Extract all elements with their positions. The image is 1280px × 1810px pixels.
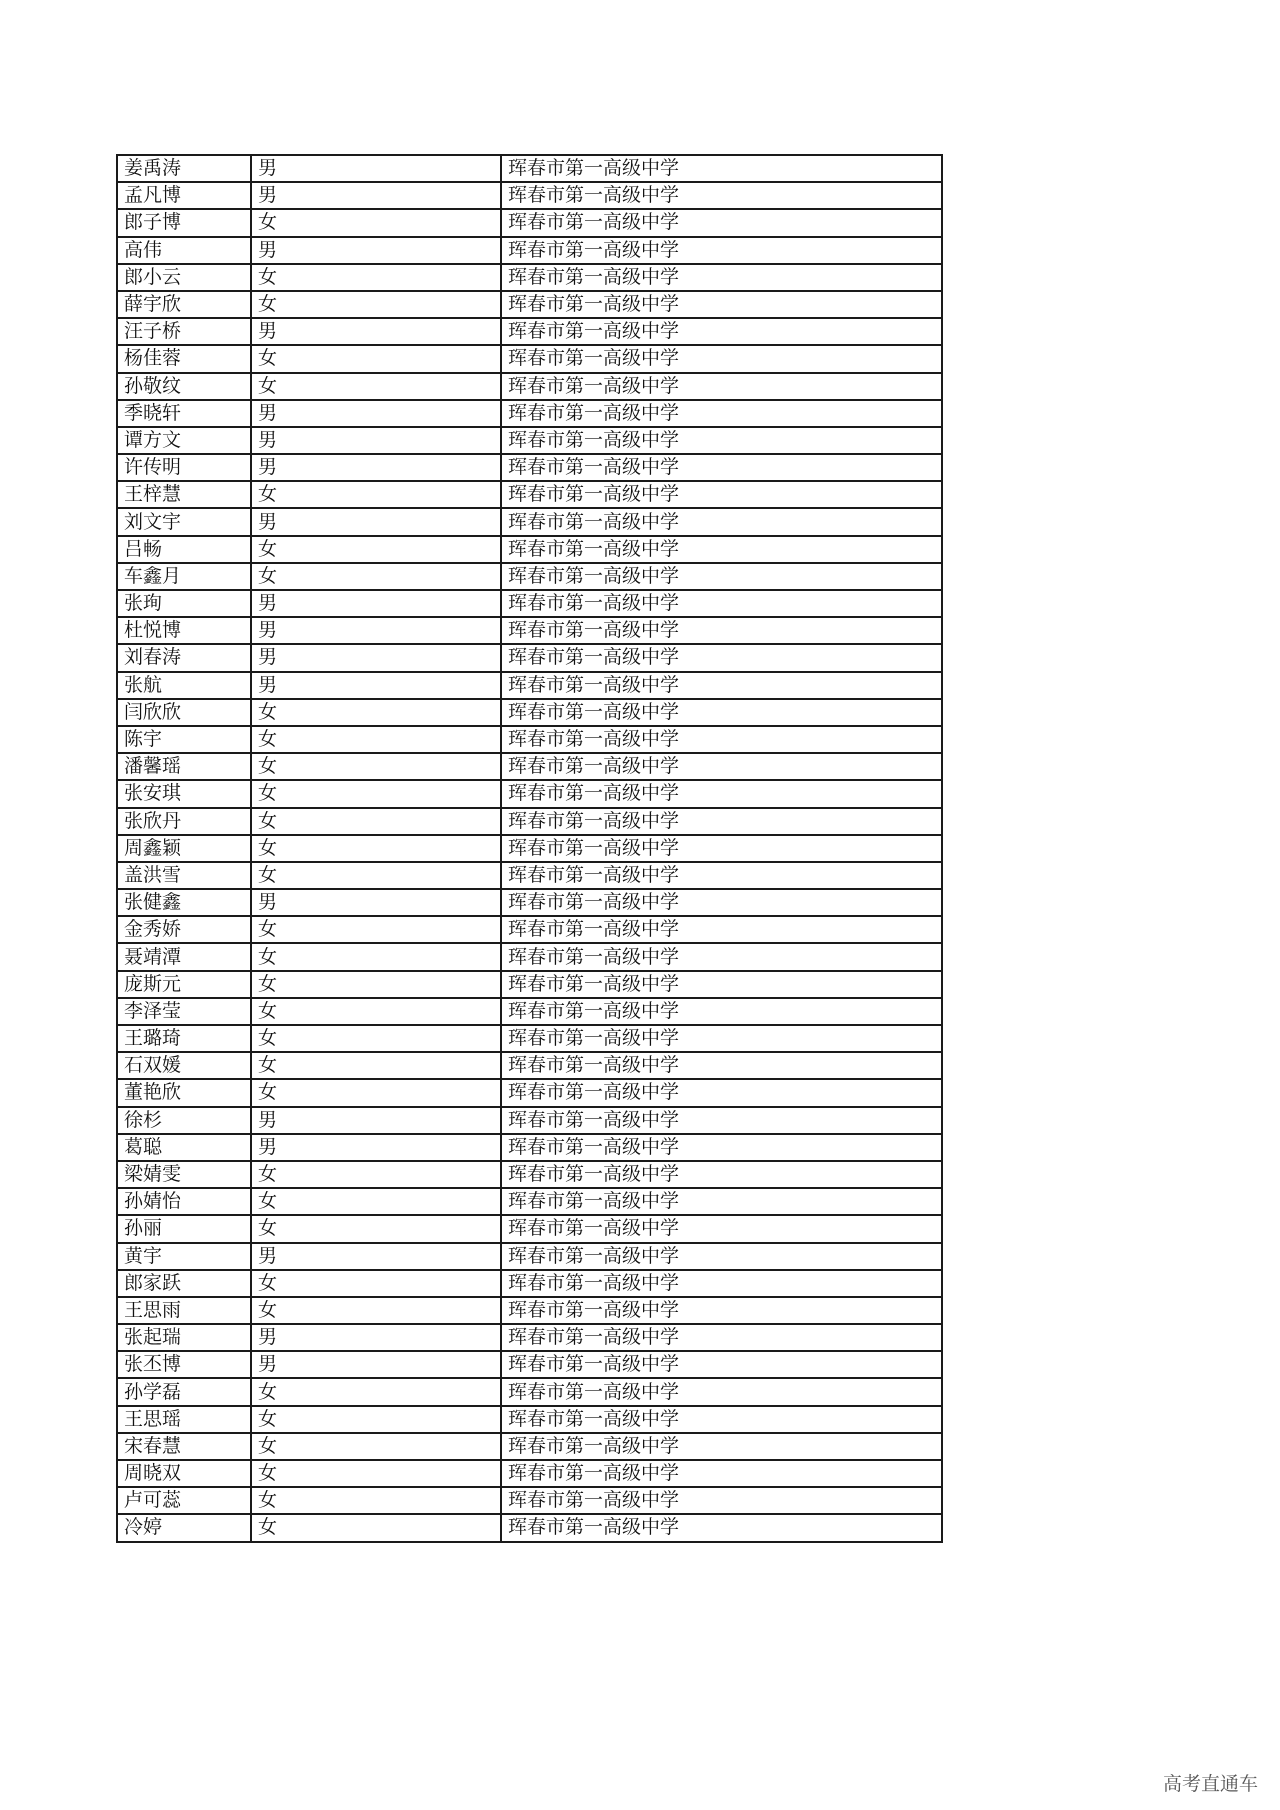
school-cell: 珲春市第一高级中学 [501, 563, 942, 590]
school-cell: 珲春市第一高级中学 [501, 1460, 942, 1487]
school-cell: 珲春市第一高级中学 [501, 1161, 942, 1188]
student-name-cell: 张航 [117, 672, 251, 699]
student-name-cell: 张安琪 [117, 780, 251, 807]
table-row [117, 182, 942, 209]
gender-cell: 女 [251, 563, 501, 590]
student-name-cell: 车鑫月 [117, 563, 251, 590]
table-row [117, 481, 942, 508]
student-name-cell: 王梓慧 [117, 481, 251, 508]
table-row [117, 563, 942, 590]
student-name-cell: 杨佳蓉 [117, 345, 251, 372]
student-name-cell: 陈宇 [117, 726, 251, 753]
gender-cell: 女 [251, 943, 501, 970]
table-row [117, 889, 942, 916]
school-cell: 珲春市第一高级中学 [501, 182, 942, 209]
table-row [117, 1406, 942, 1433]
student-name-cell: 高伟 [117, 237, 251, 264]
school-cell: 珲春市第一高级中学 [501, 536, 942, 563]
roster-body [117, 155, 942, 1542]
table-row [117, 1215, 942, 1242]
gender-cell: 女 [251, 209, 501, 236]
school-cell: 珲春市第一高级中学 [501, 1378, 942, 1405]
student-name-cell: 季晓轩 [117, 400, 251, 427]
gender-cell: 女 [251, 1188, 501, 1215]
table-row [117, 617, 942, 644]
school-cell: 珲春市第一高级中学 [501, 400, 942, 427]
school-cell: 珲春市第一高级中学 [501, 1052, 942, 1079]
student-name-cell: 张欣丹 [117, 808, 251, 835]
gender-cell: 女 [251, 780, 501, 807]
table-row [117, 454, 942, 481]
table-row [117, 400, 942, 427]
school-cell: 珲春市第一高级中学 [501, 699, 942, 726]
table-row [117, 726, 942, 753]
table-row [117, 1351, 942, 1378]
table-row [117, 808, 942, 835]
table-row [117, 780, 942, 807]
student-name-cell: 董艳欣 [117, 1079, 251, 1106]
gender-cell: 男 [251, 1324, 501, 1351]
school-cell: 珲春市第一高级中学 [501, 672, 942, 699]
student-name-cell: 闫欣欣 [117, 699, 251, 726]
student-name-cell: 张健鑫 [117, 889, 251, 916]
student-name-cell: 郎家跃 [117, 1270, 251, 1297]
student-roster-table [116, 154, 943, 1543]
table-row [117, 1025, 942, 1052]
student-name-cell: 孟凡博 [117, 182, 251, 209]
gender-cell: 男 [251, 590, 501, 617]
student-name-cell: 刘文宇 [117, 508, 251, 535]
gender-cell: 女 [251, 373, 501, 400]
student-name-cell: 郎小云 [117, 264, 251, 291]
table-row [117, 699, 942, 726]
school-cell: 珲春市第一高级中学 [501, 916, 942, 943]
table-row [117, 862, 942, 889]
table-row [117, 318, 942, 345]
student-name-cell: 刘春涛 [117, 644, 251, 671]
table-row [117, 1107, 942, 1134]
student-name-cell: 葛聪 [117, 1134, 251, 1161]
watermark-text: 高考直通车 [1162, 1773, 1258, 1795]
school-cell: 珲春市第一高级中学 [501, 1215, 942, 1242]
student-name-cell: 周鑫颖 [117, 835, 251, 862]
gender-cell: 女 [251, 971, 501, 998]
table-row [117, 345, 942, 372]
gender-cell: 女 [251, 1270, 501, 1297]
gender-cell: 女 [251, 998, 501, 1025]
school-cell: 珲春市第一高级中学 [501, 1025, 942, 1052]
gender-cell: 男 [251, 644, 501, 671]
school-cell: 珲春市第一高级中学 [501, 998, 942, 1025]
gender-cell: 女 [251, 916, 501, 943]
table-row [117, 1487, 942, 1514]
table-row [117, 209, 942, 236]
table-row [117, 753, 942, 780]
student-name-cell: 盖洪雪 [117, 862, 251, 889]
gender-cell: 女 [251, 1406, 501, 1433]
school-cell: 珲春市第一高级中学 [501, 835, 942, 862]
table-row [117, 1460, 942, 1487]
gender-cell: 女 [251, 264, 501, 291]
gender-cell: 男 [251, 672, 501, 699]
school-cell: 珲春市第一高级中学 [501, 345, 942, 372]
gender-cell: 男 [251, 400, 501, 427]
table-row [117, 1433, 942, 1460]
gender-cell: 女 [251, 753, 501, 780]
school-cell: 珲春市第一高级中学 [501, 427, 942, 454]
table-row [117, 1514, 942, 1541]
table-row [117, 835, 942, 862]
gender-cell: 女 [251, 345, 501, 372]
gender-cell: 女 [251, 1052, 501, 1079]
gender-cell: 女 [251, 835, 501, 862]
student-name-cell: 王思瑶 [117, 1406, 251, 1433]
table-row [117, 1188, 942, 1215]
gender-cell: 女 [251, 1025, 501, 1052]
school-cell: 珲春市第一高级中学 [501, 1324, 942, 1351]
gender-cell: 女 [251, 1487, 501, 1514]
student-name-cell: 杜悦博 [117, 617, 251, 644]
table-row [117, 373, 942, 400]
table-row [117, 264, 942, 291]
gender-cell: 男 [251, 1243, 501, 1270]
student-name-cell: 王璐琦 [117, 1025, 251, 1052]
student-name-cell: 张起瑞 [117, 1324, 251, 1351]
student-name-cell: 许传明 [117, 454, 251, 481]
gender-cell: 女 [251, 1460, 501, 1487]
student-name-cell: 冷婷 [117, 1514, 251, 1541]
student-name-cell: 王思雨 [117, 1297, 251, 1324]
gender-cell: 女 [251, 291, 501, 318]
gender-cell: 男 [251, 1134, 501, 1161]
gender-cell: 女 [251, 1297, 501, 1324]
table-row [117, 291, 942, 318]
school-cell: 珲春市第一高级中学 [501, 1270, 942, 1297]
student-name-cell: 潘馨瑶 [117, 753, 251, 780]
student-name-cell: 孙婧怡 [117, 1188, 251, 1215]
student-name-cell: 孙敬纹 [117, 373, 251, 400]
student-name-cell: 聂靖潭 [117, 943, 251, 970]
table-row [117, 237, 942, 264]
student-name-cell: 李泽莹 [117, 998, 251, 1025]
school-cell: 珲春市第一高级中学 [501, 1188, 942, 1215]
school-cell: 珲春市第一高级中学 [501, 155, 942, 182]
gender-cell: 女 [251, 481, 501, 508]
table-row [117, 1378, 942, 1405]
table-row [117, 1324, 942, 1351]
school-cell: 珲春市第一高级中学 [501, 726, 942, 753]
gender-cell: 女 [251, 1215, 501, 1242]
school-cell: 珲春市第一高级中学 [501, 291, 942, 318]
table-row [117, 971, 942, 998]
gender-cell: 男 [251, 889, 501, 916]
gender-cell: 男 [251, 1351, 501, 1378]
school-cell: 珲春市第一高级中学 [501, 1433, 942, 1460]
student-name-cell: 梁婧雯 [117, 1161, 251, 1188]
school-cell: 珲春市第一高级中学 [501, 508, 942, 535]
gender-cell: 女 [251, 862, 501, 889]
gender-cell: 女 [251, 536, 501, 563]
student-name-cell: 姜禹涛 [117, 155, 251, 182]
school-cell: 珲春市第一高级中学 [501, 617, 942, 644]
gender-cell: 女 [251, 1161, 501, 1188]
table-row [117, 1079, 942, 1106]
school-cell: 珲春市第一高级中学 [501, 1107, 942, 1134]
gender-cell: 男 [251, 617, 501, 644]
gender-cell: 男 [251, 427, 501, 454]
table-row [117, 644, 942, 671]
table-row [117, 536, 942, 563]
table-row [117, 427, 942, 454]
school-cell: 珲春市第一高级中学 [501, 644, 942, 671]
student-name-cell: 宋春慧 [117, 1433, 251, 1460]
table-row [117, 998, 942, 1025]
student-name-cell: 汪子桥 [117, 318, 251, 345]
table-row [117, 508, 942, 535]
student-name-cell: 周晓双 [117, 1460, 251, 1487]
school-cell: 珲春市第一高级中学 [501, 373, 942, 400]
school-cell: 珲春市第一高级中学 [501, 318, 942, 345]
student-name-cell: 石双媛 [117, 1052, 251, 1079]
student-name-cell: 薛宇欣 [117, 291, 251, 318]
gender-cell: 男 [251, 155, 501, 182]
student-name-cell: 徐杉 [117, 1107, 251, 1134]
gender-cell: 女 [251, 726, 501, 753]
school-cell: 珲春市第一高级中学 [501, 1297, 942, 1324]
student-name-cell: 孙学磊 [117, 1378, 251, 1405]
gender-cell: 男 [251, 318, 501, 345]
table-row [117, 672, 942, 699]
gender-cell: 女 [251, 808, 501, 835]
school-cell: 珲春市第一高级中学 [501, 590, 942, 617]
school-cell: 珲春市第一高级中学 [501, 1243, 942, 1270]
gender-cell: 女 [251, 1514, 501, 1541]
gender-cell: 男 [251, 182, 501, 209]
school-cell: 珲春市第一高级中学 [501, 454, 942, 481]
school-cell: 珲春市第一高级中学 [501, 1487, 942, 1514]
student-name-cell: 孙丽 [117, 1215, 251, 1242]
gender-cell: 女 [251, 1378, 501, 1405]
student-name-cell: 庞斯元 [117, 971, 251, 998]
school-cell: 珲春市第一高级中学 [501, 889, 942, 916]
school-cell: 珲春市第一高级中学 [501, 808, 942, 835]
table-row [117, 916, 942, 943]
table-row [117, 1270, 942, 1297]
table-row [117, 1161, 942, 1188]
school-cell: 珲春市第一高级中学 [501, 753, 942, 780]
table-row [117, 1134, 942, 1161]
school-cell: 珲春市第一高级中学 [501, 1406, 942, 1433]
school-cell: 珲春市第一高级中学 [501, 264, 942, 291]
student-name-cell: 张珣 [117, 590, 251, 617]
gender-cell: 女 [251, 1433, 501, 1460]
school-cell: 珲春市第一高级中学 [501, 780, 942, 807]
student-name-cell: 张丕博 [117, 1351, 251, 1378]
table-row [117, 943, 942, 970]
school-cell: 珲春市第一高级中学 [501, 943, 942, 970]
student-name-cell: 黄宇 [117, 1243, 251, 1270]
school-cell: 珲春市第一高级中学 [501, 1134, 942, 1161]
school-cell: 珲春市第一高级中学 [501, 1351, 942, 1378]
school-cell: 珲春市第一高级中学 [501, 1079, 942, 1106]
student-name-cell: 吕畅 [117, 536, 251, 563]
student-name-cell: 金秀娇 [117, 916, 251, 943]
table-row [117, 155, 942, 182]
gender-cell: 男 [251, 454, 501, 481]
school-cell: 珲春市第一高级中学 [501, 481, 942, 508]
school-cell: 珲春市第一高级中学 [501, 862, 942, 889]
gender-cell: 男 [251, 1107, 501, 1134]
school-cell: 珲春市第一高级中学 [501, 209, 942, 236]
table-row [117, 1243, 942, 1270]
student-name-cell: 卢可蕊 [117, 1487, 251, 1514]
gender-cell: 女 [251, 1079, 501, 1106]
school-cell: 珲春市第一高级中学 [501, 971, 942, 998]
student-name-cell: 郎子博 [117, 209, 251, 236]
gender-cell: 男 [251, 237, 501, 264]
table-row [117, 1052, 942, 1079]
school-cell: 珲春市第一高级中学 [501, 237, 942, 264]
table-row [117, 590, 942, 617]
table-row [117, 1297, 942, 1324]
school-cell: 珲春市第一高级中学 [501, 1514, 942, 1541]
gender-cell: 女 [251, 699, 501, 726]
student-name-cell: 谭方文 [117, 427, 251, 454]
gender-cell: 男 [251, 508, 501, 535]
